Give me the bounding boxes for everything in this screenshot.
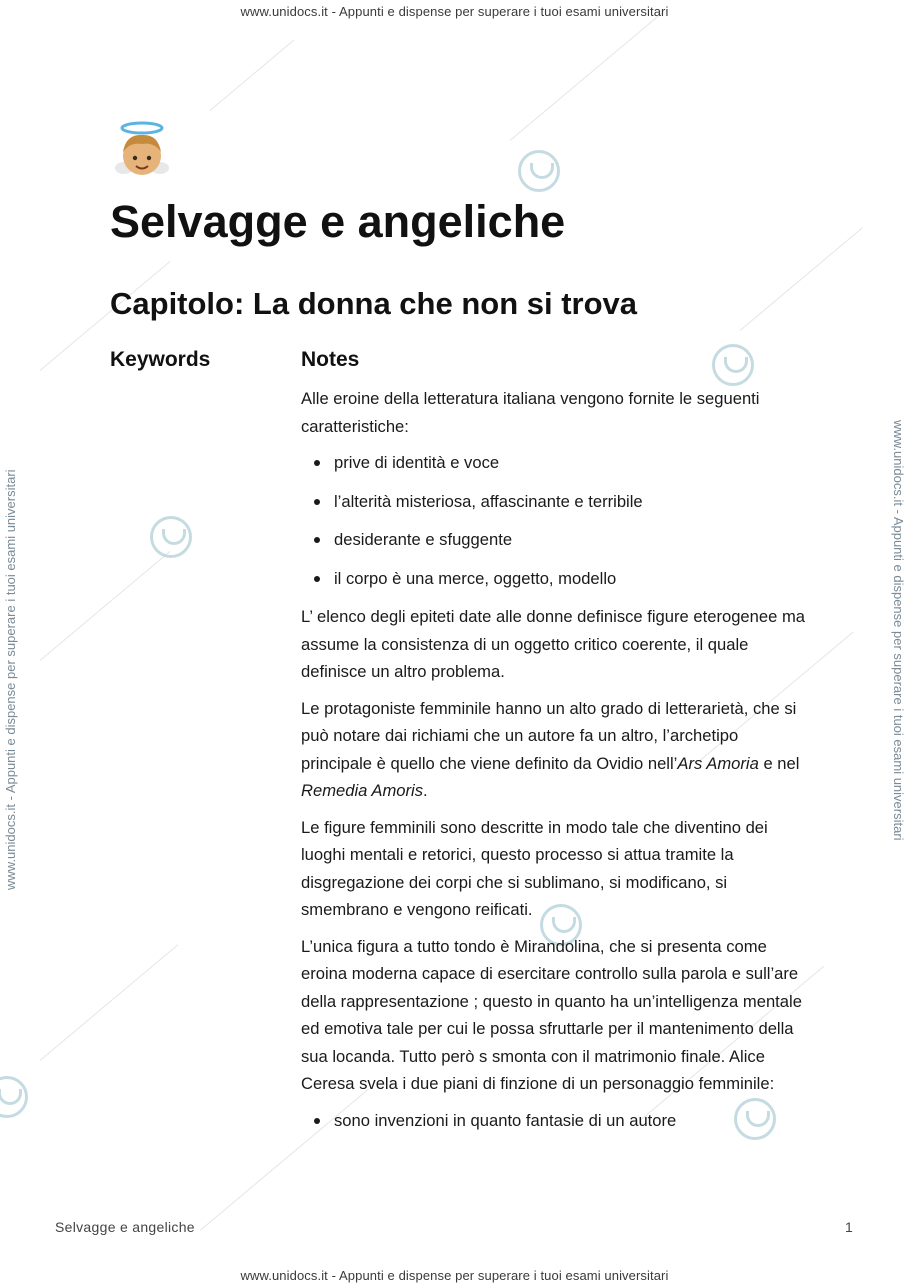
notes-body — [301, 385, 806, 1145]
list-item: il corpo è una merce, oggetto, modello — [334, 565, 806, 593]
notes-paragraph-literariness — [301, 695, 806, 805]
list-item: prive di identità e voce — [334, 449, 806, 477]
paragraph-text: . — [423, 781, 428, 800]
traits-list — [301, 449, 806, 592]
watermark-footer: www.unidocs.it - Appunti e dispense per superare i tuoi esami universitari — [240, 1268, 669, 1283]
work-title: Ars Amoria — [677, 753, 759, 773]
watermark-left: www.unidocs.it - Appunti e dispense per superare i tuoi esami universitari — [3, 469, 18, 890]
footer-title: Selvagge e angeliche — [55, 1219, 195, 1235]
list-item: desiderante e sfuggente — [334, 526, 806, 554]
keywords-column-heading: Keywords — [110, 348, 211, 371]
paragraph-text: e nel — [758, 753, 800, 773]
paragraph-text: Le protagoniste femminile hanno un alto grado di letterarietà, che si può notare dai richiami che un autore fa un altro, l’archetipo principale è quello che viene definito da Ovidio nell’ — [301, 698, 797, 773]
notes-column-heading: Notes — [301, 348, 360, 371]
list-item: sono invenzioni in quanto fantasie di un autore — [334, 1107, 806, 1135]
notes-paragraph-mirandolina: L’unica figura a tutto tondo è Mirandolina, che si presenta come eroina moderna capace di esercitare controllo sulla parola e sull’are della rappresentazione ; questo in quanto ha un’intelligenza mentale ed emotiva tale per cui le possa sfruttarle per il mantenimento della sua locanda. Tutto però s smonta con il matrimonio finale. Alice Ceresa svela i due piani di finzione di un personaggio femminile: — [301, 936, 802, 1093]
document-title: Selvagge e angeliche — [110, 196, 566, 247]
fiction-planes-list — [301, 1107, 806, 1135]
watermark-header: www.unidocs.it - Appunti e dispense per superare i tuoi esami universitari — [240, 4, 669, 19]
page-number: 1 — [845, 1219, 853, 1235]
list-item: l’alterità misteriosa, affascinante e terribile — [334, 488, 806, 516]
chapter-heading: Capitolo: La donna che non si trova — [110, 286, 638, 321]
notes-paragraph-epithets: L’ elenco degli epiteti date alle donne definisce figure eterogenee ma assume la consistenza di un oggetto critico coerente, il quale definisce un altro problema. — [301, 607, 806, 681]
baby-angel-icon — [114, 120, 170, 182]
watermark-right: www.unidocs.it - Appunti e dispense per superare i tuoi esami universitari — [891, 420, 906, 841]
notes-intro: Alle eroine della letteratura italiana vengono fornite le seguenti caratteristiche: — [301, 389, 760, 436]
work-title: Remedia Amoris — [301, 781, 424, 800]
notes-paragraph-figures: Le figure femminili sono descritte in modo tale che diventino dei luoghi mentali e retorici, questo processo si attua tramite la disgregazione dei corpi che si sublimano, si modificano, si smembrano e vengono reificati. — [301, 817, 768, 919]
